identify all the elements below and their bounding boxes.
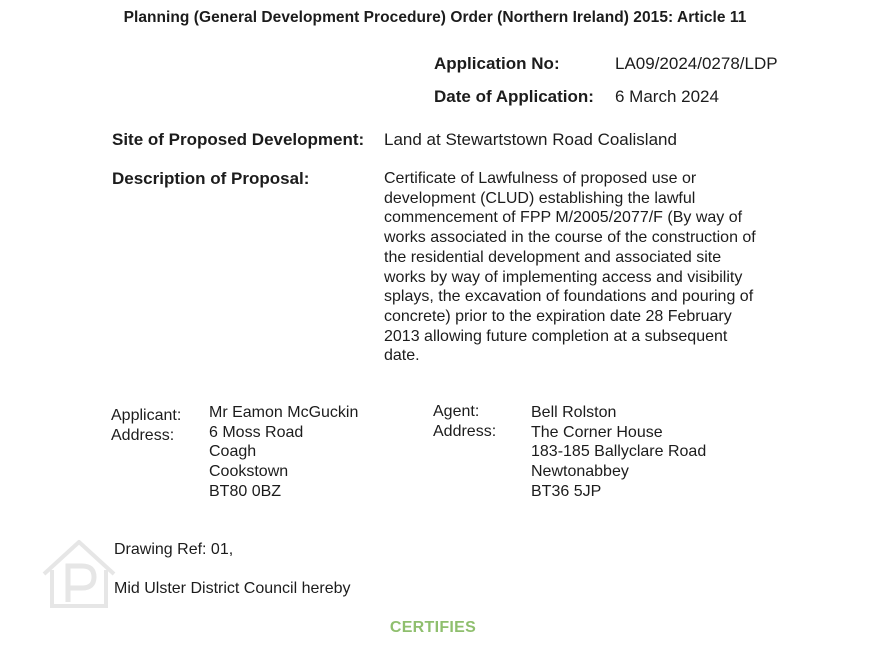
agent-name: Bell Rolston bbox=[531, 404, 617, 421]
applicant-label: Applicant: bbox=[111, 407, 182, 424]
certifies-heading: CERTIFIES bbox=[389, 619, 477, 636]
agent-address-label: Address: bbox=[433, 423, 497, 440]
agent-address-line: 183-185 Ballyclare Road bbox=[531, 443, 707, 461]
application-number-label: Application No: bbox=[434, 54, 560, 73]
agent-postcode: BT36 5JP bbox=[531, 482, 602, 500]
agent-address-line: Newtonabbey bbox=[531, 463, 629, 481]
proposal-label: Description of Proposal: bbox=[112, 169, 310, 188]
application-number-value: LA09/2024/0278/LDP bbox=[615, 54, 778, 73]
applicant-name: Mr Eamon McGuckin bbox=[209, 404, 359, 421]
site-value: Land at Stewartstown Road Coalisland bbox=[384, 130, 677, 149]
agent-details bbox=[531, 403, 706, 502]
drawing-reference: Drawing Ref: 01, bbox=[114, 541, 234, 558]
application-date-value: 6 March 2024 bbox=[615, 87, 719, 106]
document-title: Planning (General Development Procedure) Order (Northern Ireland) 2015: Article 11 bbox=[123, 9, 747, 26]
property-logo-watermark-icon bbox=[38, 536, 120, 610]
applicant-address-label: Address: bbox=[111, 427, 175, 444]
applicant-address-line: Cookstown bbox=[209, 463, 289, 481]
applicant-postcode: BT80 0BZ bbox=[209, 482, 282, 500]
agent-label: Agent: bbox=[433, 403, 480, 420]
council-statement: Mid Ulster District Council hereby bbox=[114, 580, 351, 597]
agent-address-line: The Corner House bbox=[531, 423, 663, 441]
application-date-label: Date of Application: bbox=[434, 87, 594, 106]
applicant-address-line: 6 Moss Road bbox=[209, 423, 304, 441]
site-label: Site of Proposed Development: bbox=[112, 130, 365, 149]
proposal-description: Certificate of Lawfulness of proposed use or development (CLUD) establishing the lawful commencement of FPP M/2005/2077/F (By way of works associated in the course of the construction of the residential development and associated site works by way of implementing access and visibility splays, the excavation of foundations and pouring of concrete) prior to the expiration date 28 February 2013 allowing future completion at a subsequent date. bbox=[384, 170, 756, 365]
applicant-details bbox=[209, 403, 358, 502]
applicant-address-line: Coagh bbox=[209, 443, 257, 461]
